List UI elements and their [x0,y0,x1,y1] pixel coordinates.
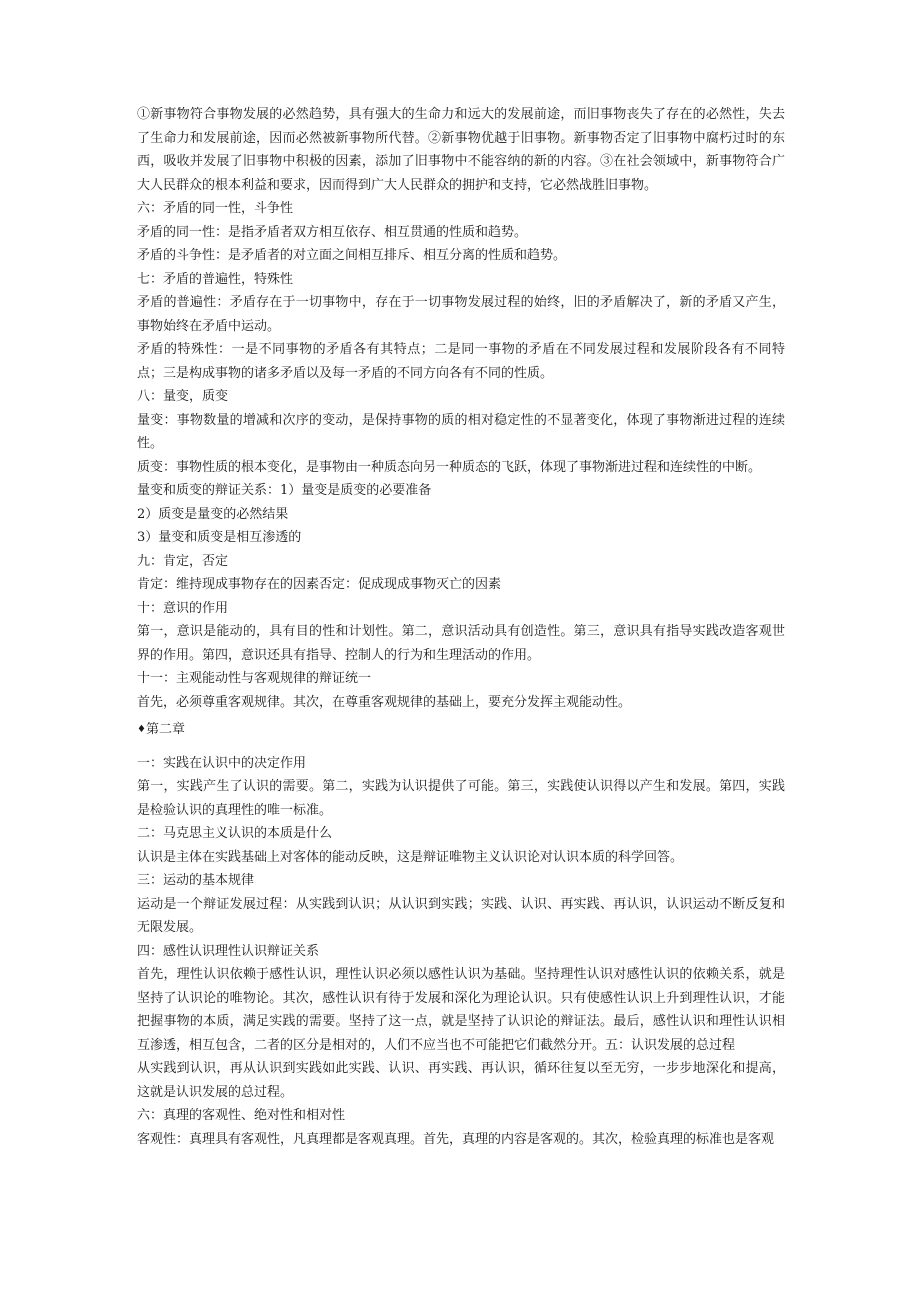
section-heading: 二：马克思主义认识的本质是什么 [137,826,333,841]
paragraph: 认识是主体在实践基础上对客体的能动反映，这是辩证唯物主义认识论对认识本质的科学回答。 [137,849,684,865]
section-heading: 三：运动的基本规律 [137,873,255,888]
section-heading: 六：真理的客观性、绝对性和相对性 [137,1108,346,1123]
chapter-heading [137,718,785,742]
paragraph: 首先，必须尊重客观规律。其次，在尊重客观规律的基础上，要充分发挥主观能动性。 [137,694,632,710]
document-body [137,103,785,1151]
paragraph: 运动是一个辩证发展过程：从实践到认识；从认识到实践；实践、认识、再实践、再认识，认识运动不断反复和无限发展。 [137,896,785,935]
paragraph: 肯定：维持现成事物存在的因素否定：促成现成事物灭亡的因素 [137,577,502,592]
paragraph: 矛盾的斗争性：是矛盾者的对立面之间相互排斥、相互分离的性质和趋势。 [137,248,567,263]
section-heading: 十：意识的作用 [137,600,229,616]
paragraph: 量变和质变的辩证关系：1）量变是质变的必要准备 [137,483,432,498]
paragraph: 第一，意识是能动的，具有目的性和计划性。第二，意识活动具有创造性。第三，意识具有指导实践改造客观世界的作用。第四，意识还具有指导、控制人的行为和生理活动的作用。 [137,624,785,663]
section-heading: 四：感性认识理性认识辩证关系 [137,943,320,959]
section-heading: 十一：主观能动性与客观规律的辩证统一 [137,671,372,686]
section-heading: 九：肯定，否定 [137,553,229,569]
chapter-title: 第二章 [145,722,185,737]
diamond-bullet-icon: ♦ [137,724,146,735]
paragraph: ①新事物符合事物发展的必然趋势，具有强大的生命力和远大的发展前途，而旧事物丧失了存在的必然性，失去了生命力和发展前途，因而必然被新事物所代替。②新事物优越于旧事物。新事物否定了旧事物中腐朽过时的东西，吸收并发展了旧事物中积极的因素，添加了旧事物中不能容纳的新的内容。③在社会领域中，新事物符合广大人民群众的根本利益和要求，因而得到广大人民群众的拥护和支持，它必然战胜旧事物。 [137,107,785,193]
paragraph: 首先，理性认识依赖于感性认识，理性认识必须以感性认识为基础。坚持理性认识对感性认识的依赖关系，就是坚持了认识论的唯物论。其次，感性认识有待于发展和深化为理论认识。只有使感性认识上升到理性认识，才能把握事物的本质，满足实践的需要。坚持了这一点，就是坚持了认识论的辩证法。最后，感性认识和理性认识相互渗透，相互包含，二者的区分是相对的，人们不应当也不可能把它们截然分开。五：认识发展的总过程 [137,967,785,1053]
paragraph: 矛盾的普遍性：矛盾存在于一切事物中，存在于一切事物发展过程的始终，旧的矛盾解决了，新的矛盾又产生，事物始终在矛盾中运动。 [137,295,785,334]
paragraph: 矛盾的特殊性：一是不同事物的矛盾各有其特点；二是同一事物的矛盾在不同发展过程和发展阶段各有不同特点；三是构成事物的诸多矛盾以及每一矛盾的不同方向各有不同的性质。 [137,342,785,381]
section-heading: 一：实践在认识中的决定作用 [137,755,307,771]
paragraph: 3）量变和质变是相互渗透的 [137,530,302,545]
paragraph: 质变：事物性质的根本变化，是事物由一种质态向另一种质态的飞跃，体现了事物渐进过程和连续性的中断。 [137,459,762,475]
paragraph: 量变：事物数量的增减和次序的变动，是保持事物的质的相对稳定性的不显著变化，体现了事物渐进过程的连续性。 [137,412,785,451]
paragraph: 第一，实践产生了认识的需要。第二，实践为认识提供了可能。第三，实践使认识得以产生和发展。第四，实践是检验认识的真理性的唯一标准。 [137,779,785,818]
paragraph: 从实践到认识，再从认识到实践如此实践、认识、再实践、再认识，循环往复以至无穷，一步步地深化和提高，这就是认识发展的总过程。 [137,1061,785,1100]
section-heading: 八：量变，质变 [137,389,229,404]
paragraph: 2）质变是量变的必然结果 [137,506,289,522]
section-heading: 六：矛盾的同一性，斗争性 [137,201,294,216]
section-heading: 七：矛盾的普遍性，特殊性 [137,271,294,287]
paragraph: 客观性：真理具有客观性，凡真理都是客观真理。首先，真理的内容是客观的。其次，检验真理的标准也是客观 [137,1131,775,1147]
paragraph: 矛盾的同一性：是指矛盾者双方相互依存、相互贯通的性质和趋势。 [137,224,528,240]
